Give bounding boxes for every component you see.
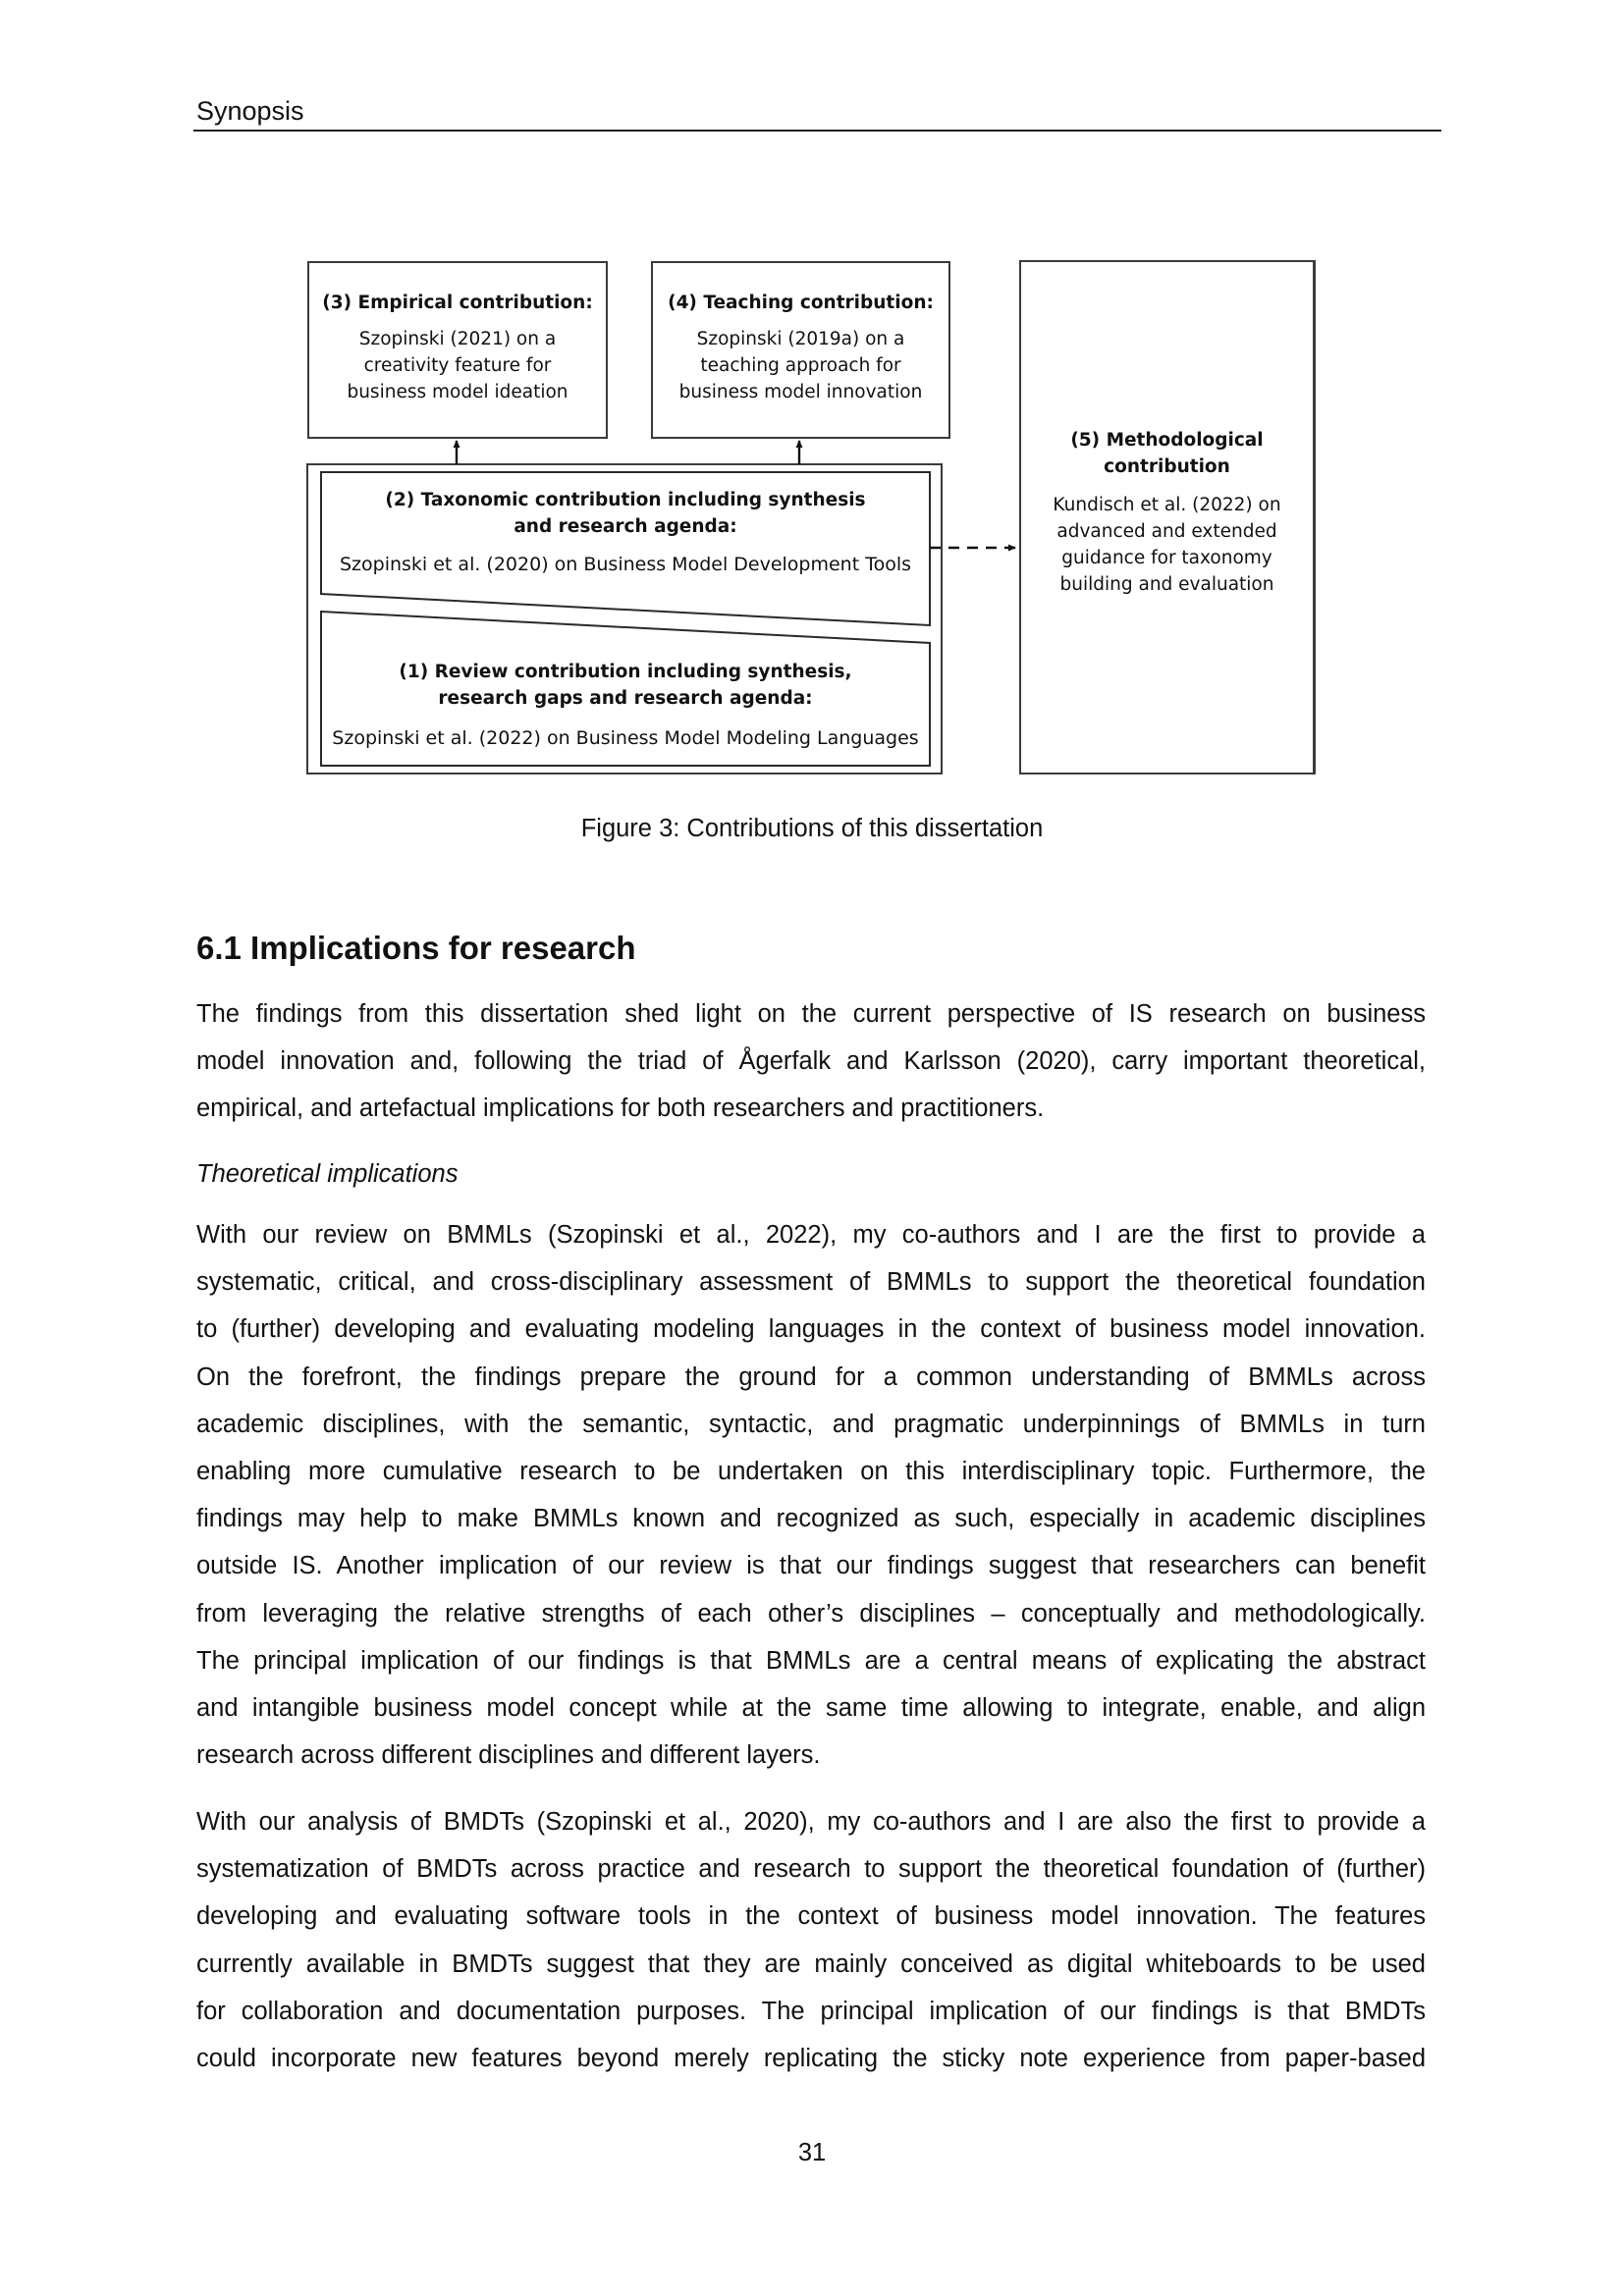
box-3-title: (3) Empirical contribution:: [322, 293, 593, 313]
intro-line: The findings from this dissertation shed light on the current perspective of IS research on business: [196, 1000, 1426, 1028]
paragraph-line: On the forefront, the findings prepare the ground for a common understanding of BMMLs across: [196, 1362, 1426, 1391]
paragraph-line: academic disciplines, with the semantic, syntactic, and pragmatic underpinnings of BMMLs in turn: [196, 1410, 1426, 1438]
paragraph-line: systematization of BMDTs across practice and research to support the theoretical foundation of (further): [196, 1855, 1426, 1884]
box-taxonomic-contribution: [321, 487, 930, 578]
paragraph-line: and intangible business model concept while at the same time allowing to integrate, enable, and align: [196, 1694, 1426, 1723]
box-2-title-line-1: (2) Taxonomic contribution including synthesis: [385, 490, 866, 510]
box-review-contribution: [321, 659, 930, 752]
running-header: Synopsis: [196, 96, 304, 126]
intro-line: model innovation and, following the triad of Ågerfalk and Karlsson (2020), carry important theoretical,: [196, 1047, 1426, 1076]
paragraph-line: The principal implication of our findings is that BMMLs are a central means of explicating the abstract: [196, 1646, 1426, 1675]
box-teaching-contribution: [651, 261, 950, 439]
box-5-line-4: building and evaluation: [1059, 574, 1274, 595]
box-4-line-1: Szopinski (2019a) on a: [696, 329, 905, 349]
box-5-line-3: guidance for taxonomy: [1061, 548, 1272, 568]
paragraph-line: outside IS. Another implication of our review is that our findings suggest that researchers can benefit: [196, 1552, 1426, 1580]
paragraph-line: With our analysis of BMDTs (Szopinski et al., 2020), my co-authors and I are also the first to provide a: [196, 1808, 1426, 1836]
subheading-theoretical-implications: Theoretical implications: [196, 1160, 459, 1188]
figure-caption: Figure 3: Contributions of this dissertation: [580, 815, 1044, 842]
paragraph-line: currently available in BMDTs suggest that they are mainly conceived as digital whiteboards to be used: [196, 1949, 1426, 1978]
paragraph-line: developing and evaluating software tools in the context of business model innovation. The features: [196, 1902, 1426, 1931]
intro-line: empirical, and artefactual implications for both researchers and practitioners.: [196, 1095, 1045, 1123]
paragraph-line: systematic, critical, and cross-disciplinary assessment of BMMLs to support the theoretical foundation: [196, 1268, 1426, 1297]
contributions-diagram: [0, 0, 1624, 805]
paragraph-line: With our review on BMMLs (Szopinski et al., 2022), my co-authors and I are the first to provide a: [196, 1221, 1426, 1249]
box-1-title-line-1: (1) Review contribution including synthesis,: [399, 662, 852, 682]
box-2-text: Szopinski et al. (2020) on Business Model Development Tools: [339, 554, 912, 575]
paragraph-line: for collaboration and documentation purposes. The principal implication of our findings is that BMDTs: [196, 1997, 1426, 2025]
paragraph-line: to (further) developing and evaluating modeling languages in the context of business model innovation.: [196, 1315, 1426, 1344]
paragraph-bmdt-analysis: [196, 1798, 1426, 2082]
box-5-title-line-1: (5) Methodological: [1070, 430, 1264, 451]
box-empirical-contribution: [307, 261, 608, 439]
box-3-line-3: business model ideation: [347, 382, 568, 402]
paragraph-line: findings may help to make BMMLs known and recognized as such, especially in academic disciplines: [196, 1505, 1426, 1533]
box-2-title-line-2: and research agenda:: [514, 516, 737, 537]
box-4-line-2: teaching approach for: [700, 355, 901, 376]
box-methodological-contribution: [1019, 260, 1316, 774]
box-5-title-line-2: contribution: [1104, 456, 1230, 477]
page-number: 31: [797, 2139, 827, 2166]
paragraph-line: from leveraging the relative strengths of each other’s disciplines – conceptually and methodologically.: [196, 1599, 1426, 1628]
box-3-line-1: Szopinski (2021) on a: [358, 329, 557, 349]
intro-paragraph: [196, 990, 1426, 1133]
box-1-text: Szopinski et al. (2022) on Business Model Modeling Languages: [332, 727, 919, 749]
paragraph-line: enabling more cumulative research to be undertaken on this interdisciplinary topic. Furthermore, the: [196, 1458, 1426, 1486]
box-1-title-line-2: research gaps and research agenda:: [438, 688, 813, 709]
box-4-title: (4) Teaching contribution:: [668, 293, 934, 313]
paragraph-line: could incorporate new features beyond merely replicating the sticky note experience from paper-based: [196, 2045, 1426, 2073]
box-5-line-1: Kundisch et al. (2022) on: [1053, 495, 1281, 515]
paragraph-bmml-review: [196, 1211, 1426, 1779]
paragraph-line: research across different disciplines and different layers.: [196, 1741, 821, 1770]
box-3-line-2: creativity feature for: [363, 355, 552, 376]
box-4-line-3: business model innovation: [678, 382, 923, 402]
section-heading: 6.1 Implications for research: [196, 930, 636, 966]
box-5-line-2: advanced and extended: [1056, 521, 1277, 542]
